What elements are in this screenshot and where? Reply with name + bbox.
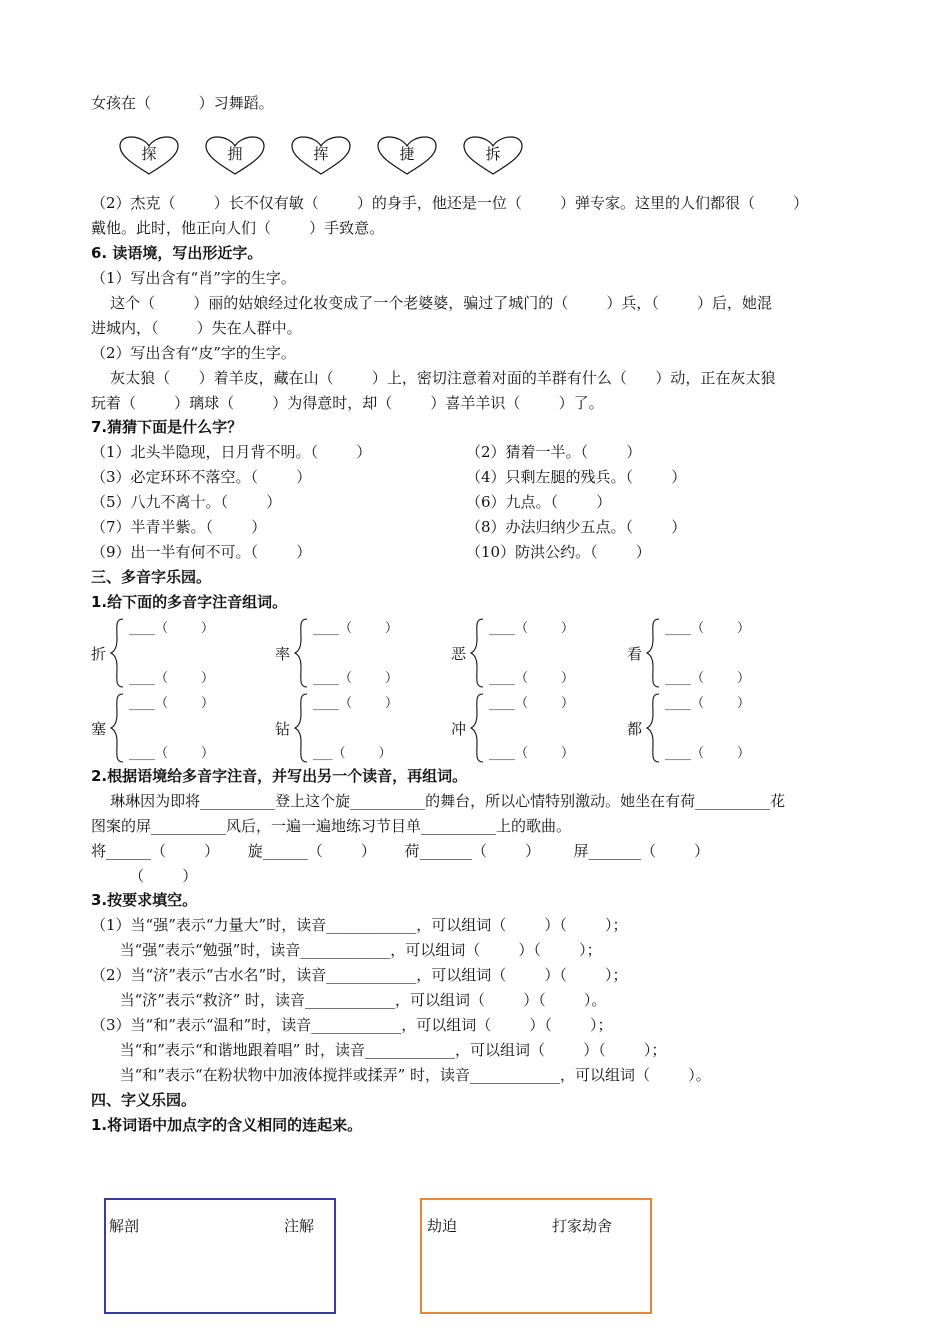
polyphone-char: 看 xyxy=(627,645,643,663)
polyphone-top-blank: ____（ ） xyxy=(313,621,399,636)
heart-char-label: 拆 xyxy=(485,145,501,163)
heart-char xyxy=(463,136,523,176)
q3-line: （3）当“和”表示“温和”时，读音____________，可以组词（ ）（ ）； xyxy=(91,1016,613,1034)
heart-char-label: 捷 xyxy=(399,145,415,163)
section3-title: 三、多音字乐园。 xyxy=(91,568,212,586)
polyphone-bottom-blank: ____（ ） xyxy=(665,671,751,686)
q3-line: 当“济”表示“救济” 时，读音____________，可以组词（ ）（ ）。 xyxy=(91,991,607,1009)
q5-2-line1: （2）杰克（ ）长不仅有敏（ ）的身手，他还是一位（ ）弹专家。这里的人们都很（ ） xyxy=(91,194,809,212)
section3-q2: 2.根据语境给多音字注音，并写出另一个读音，再组词。 xyxy=(91,767,468,785)
polyphone-char: 折 xyxy=(91,645,107,663)
q2-line1: 琳琳因为即将__________登上这个旋__________的舞台，所以心情特别激动。她坐在有荷__________花 xyxy=(91,792,786,810)
riddle-item: （10）防洪公约。（ ） xyxy=(466,543,651,561)
polyphone-top-blank: ____（ ） xyxy=(665,696,751,711)
heart-char xyxy=(205,136,265,176)
box1-left-word: 解剖 xyxy=(109,1217,140,1235)
polyphone-top-blank: ____（ ） xyxy=(489,621,575,636)
q6-1-label: （1）写出含有“肖”字的生字。 xyxy=(91,269,296,287)
heart-char xyxy=(119,136,179,176)
box2-left-word: 劫迫 xyxy=(427,1217,458,1235)
polyphone-item xyxy=(627,617,802,689)
polyphone-top-blank: ____（ ） xyxy=(489,696,575,711)
polyphone-bottom-blank: ____（ ） xyxy=(129,746,215,761)
q7-title: 7.猜猜下面是什么字？ xyxy=(91,418,243,436)
polyphone-bottom-blank: ____（ ） xyxy=(665,746,751,761)
riddle-item: （2）猜着一半。（ ） xyxy=(466,443,642,461)
q6-1-line1: 这个（ ）丽的姑娘经过化妆变成了一个老婆婆，骗过了城门的（ ）兵，（ ）后，她混 xyxy=(91,294,773,312)
q3-line: 当“和”表示“在粉状物中加液体搅拌或揉弄” 时，读音____________，可以组词（ ）。 xyxy=(91,1066,711,1084)
section3-q1: 1.给下面的多音字注音组词。 xyxy=(91,593,288,611)
heart-char-label: 拥 xyxy=(227,145,243,163)
brace-icon xyxy=(645,692,661,764)
polyphone-item xyxy=(451,617,626,689)
q6-1-line2: 进城内，（ ）失在人群中。 xyxy=(91,319,302,337)
polyphone-char: 塞 xyxy=(91,720,107,738)
polyphone-char: 恶 xyxy=(451,645,467,663)
brace-icon xyxy=(293,692,309,764)
brace-icon xyxy=(469,617,485,689)
brace-icon xyxy=(645,617,661,689)
polyphone-bottom-blank: ____（ ） xyxy=(313,671,399,686)
polyphone-item xyxy=(275,617,450,689)
heart-char xyxy=(377,136,437,176)
riddle-item: （3）必定环环不落空。（ ） xyxy=(91,468,312,486)
box2-right-word: 打家劫舍 xyxy=(552,1217,613,1235)
polyphone-char: 率 xyxy=(275,645,291,663)
polyphone-item xyxy=(627,692,802,764)
polyphone-bottom-blank: ____（ ） xyxy=(129,671,215,686)
polyphone-top-blank: ____（ ） xyxy=(665,621,751,636)
section3-q3: 3.按要求填空。 xyxy=(91,891,198,909)
riddle-item: （9）出一半有何不可。（ ） xyxy=(91,543,312,561)
polyphone-bottom-blank: ____（ ） xyxy=(489,671,575,686)
match-box-1 xyxy=(104,1198,336,1314)
polyphone-top-blank: ____（ ） xyxy=(313,696,399,711)
riddle-item: （7）半青半紫。（ ） xyxy=(91,518,267,536)
q3-line: 当“和”表示“和谐地跟着唱” 时，读音____________，可以组词（ ）（ ）； xyxy=(91,1041,667,1059)
polyphone-char: 冲 xyxy=(451,720,467,738)
polyphone-item xyxy=(91,617,266,689)
riddle-item: （4）只剩左腿的残兵。（ ） xyxy=(466,468,687,486)
polyphone-char: 都 xyxy=(627,720,643,738)
polyphone-item xyxy=(275,692,450,764)
brace-icon xyxy=(293,617,309,689)
q6-2-line1: 灰太狼（ ）着羊皮，藏在山（ ）上，密切注意着对面的羊群有什么（ ）动，正在灰太狼 xyxy=(91,369,776,387)
section4-q1: 1.将词语中加点字的含义相同的连起来。 xyxy=(91,1116,363,1134)
riddle-item: （5）八九不离十。（ ） xyxy=(91,493,282,511)
polyphone-top-blank: ____（ ） xyxy=(129,696,215,711)
polyphone-char: 钻 xyxy=(275,720,291,738)
q5-2-line2: 戴他。此时，他正向人们（ ）手致意。 xyxy=(91,219,385,237)
q3-line: （2）当“济”表示“古水名”时，读音____________，可以组词（ ）（ ）； xyxy=(91,966,628,984)
match-box-2 xyxy=(420,1198,652,1314)
heart-char-label: 探 xyxy=(141,145,157,163)
q2-line4: （ ） xyxy=(91,867,198,885)
q6-title: 6. 读语境，写出形近字。 xyxy=(91,244,263,262)
polyphone-bottom-blank: ___（ ） xyxy=(313,746,392,761)
riddle-item: （8）办法归纳少五点。（ ） xyxy=(466,518,687,536)
q3-line: （1）当“强”表示“力量大”时，读音____________，可以组词（ ）（ ）； xyxy=(91,916,628,934)
riddle-item: （6）九点。（ ） xyxy=(466,493,612,511)
brace-icon xyxy=(469,692,485,764)
q2-line3: 将______（ ） 旋______（ ） 荷_______（ ） 屏_______（ ） xyxy=(91,842,710,860)
brace-icon xyxy=(109,617,125,689)
q6-2-label: （2）写出含有“皮”字的生字。 xyxy=(91,344,296,362)
brace-icon xyxy=(109,692,125,764)
heart-char xyxy=(291,136,351,176)
q6-2-line2: 玩着（ ）璃球（ ）为得意时，却（ ）喜羊羊识（ ）了。 xyxy=(91,394,604,412)
box1-right-word: 注解 xyxy=(284,1217,315,1235)
polyphone-bottom-blank: ____（ ） xyxy=(489,746,575,761)
polyphone-top-blank: ____（ ） xyxy=(129,621,215,636)
q3-line: 当“强”表示“勉强”时，读音____________，可以组词（ ）（ ）； xyxy=(91,941,602,959)
riddle-item: （1）北头半隐现，日月背不明。（ ） xyxy=(91,443,372,461)
polyphone-item xyxy=(451,692,626,764)
section4-title: 四、字义乐园。 xyxy=(91,1091,197,1109)
heart-char-label: 挥 xyxy=(313,145,329,163)
q2-line2: 图案的屏__________风后，一遍一遍地练习节目单__________上的歌曲。 xyxy=(91,817,572,835)
girl-dance-line: 女孩在（ ）习舞蹈。 xyxy=(91,94,274,112)
polyphone-item xyxy=(91,692,266,764)
